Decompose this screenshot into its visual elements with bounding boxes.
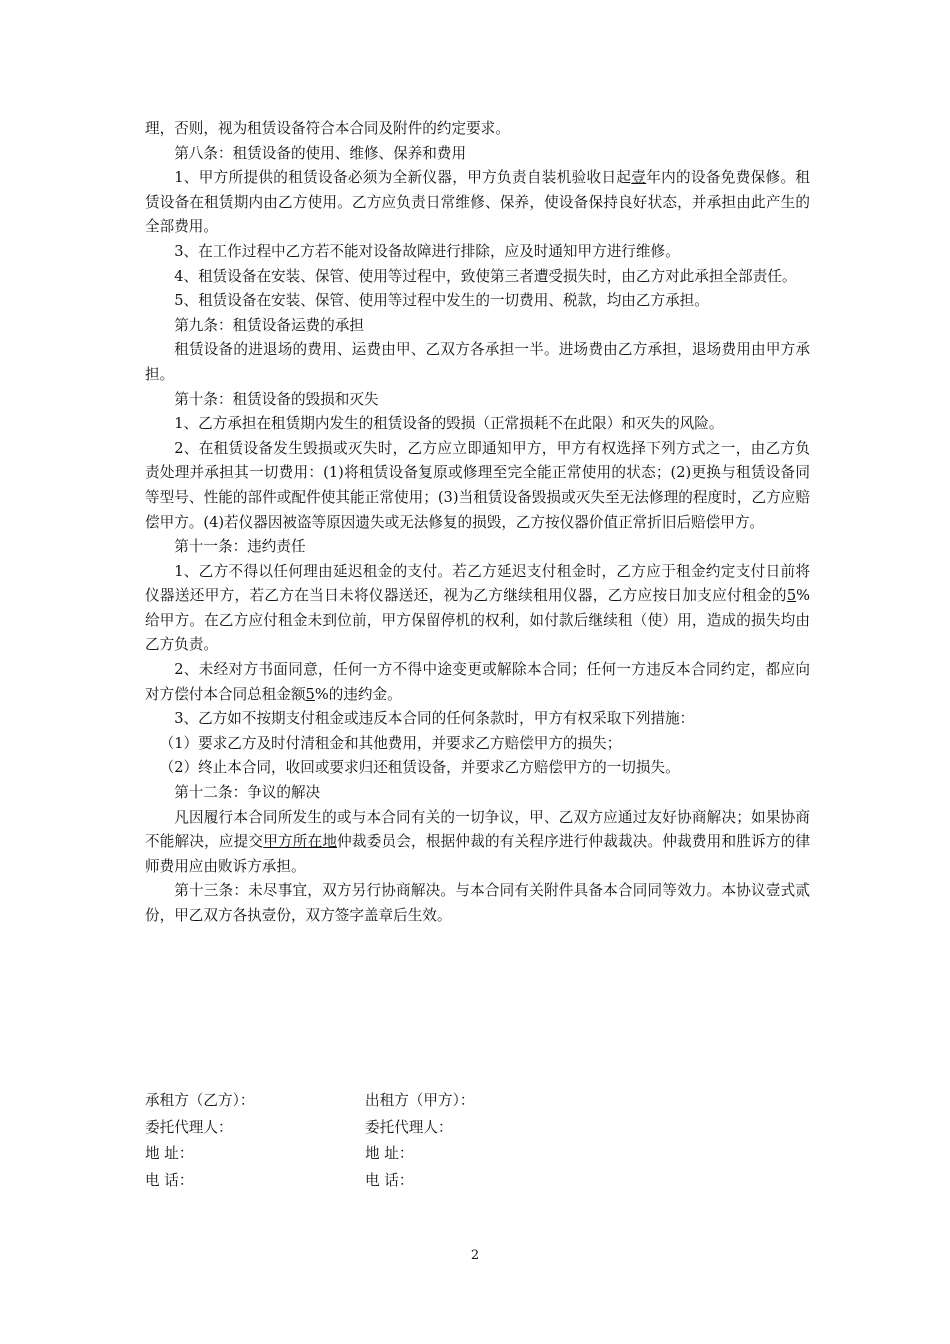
article-9-body: 租赁设备的进退场的费用、运费由甲、乙双方各承担一半。进场费由乙方承担，退场费用由甲方承担。 — [145, 341, 810, 383]
article-9-heading: 第九条：租赁设备运费的承担 — [174, 316, 364, 334]
arbitration-location: 甲方所在地 — [263, 833, 338, 851]
article-11-clause-2: 2、未经对方书面同意，任何一方不得中途变更或解除本合同；任何一方违反本合同约定，都应向对方偿付本合同总租金额5%的违约金。 — [145, 661, 810, 703]
signature-row-agent — [145, 1115, 474, 1142]
lessor-agent-label: 委托代理人： — [365, 1118, 453, 1136]
paragraph-continuation: 理，否则，视为租赁设备符合本合同及附件的约定要求。 — [145, 120, 510, 137]
lessee-address-label: 地 址： — [145, 1145, 194, 1162]
lessee-label: 承租方（乙方）： — [145, 1092, 255, 1109]
article-10-clause-1: 1、乙方承担在租赁期内发生的租赁设备的毁损（正常损耗不在此限）和灭失的风险。 — [174, 415, 724, 433]
article-11-clause-1: 1、乙方不得以任何理由延迟租金的支付。若乙方延迟支付租金时，乙方应于租金约定支付日前将仪器送还甲方，若乙方在当日未将仪器送还，视为乙方继续租用仪器，乙方应按日加支应付租金的5%给甲方。在乙方应付租金未到位前，甲方保留停机的权利，如付款后继续租（使）用，造成的损失均由乙方负责。 — [145, 562, 810, 654]
article-11-measure-1: （1）要求乙方及时付清租金和其他费用，并要求乙方赔偿甲方的损失； — [159, 734, 622, 752]
article-8-clause-3: 3、在工作过程中乙方若不能对设备故障进行排除，应及时通知甲方进行维修。 — [174, 242, 680, 260]
lessee-agent-label: 委托代理人： — [145, 1118, 233, 1136]
lessor-address-label: 地 址： — [365, 1145, 414, 1162]
article-10-heading: 第十条：租赁设备的毁损和灭失 — [174, 390, 379, 408]
lessor-label: 出租方（甲方）： — [365, 1092, 475, 1109]
article-11-measure-2: （2）终止本合同，收回或要求归还租赁设备，并要求乙方赔偿甲方的一切损失。 — [159, 759, 680, 777]
article-12-heading: 第十二条：争议的解决 — [174, 784, 321, 802]
warranty-years: 壹 — [631, 169, 647, 187]
signature-block — [145, 1088, 474, 1194]
article-13: 第十三条：未尽事宜，双方另行协商解决。与本合同有关附件具备本合同同等效力。本协议壹式贰份，甲乙双方各执壹份，双方签字盖章后生效。 — [145, 882, 810, 924]
contract-body — [145, 117, 810, 929]
article-8-clause-1: 1、甲方所提供的租赁设备必须为全新仪器，甲方负责自装机验收日起壹年内的设备免费保修。租赁设备在租赁期内由乙方使用。乙方应负责日常维修、保养，使设备保持良好状态，并承担由此产生的全部费用。 — [145, 169, 810, 236]
signature-row-phone — [145, 1168, 474, 1195]
article-8-heading: 第八条：租赁设备的使用、维修、保养和费用 — [174, 144, 467, 162]
article-12-body: 凡因履行本合同所发生的或与本合同有关的一切争议，甲、乙双方应通过友好协商解决；如果协商不能解决，应提交甲方所在地仲裁委员会，根据仲裁的有关程序进行仲裁裁决。仲裁费用和胜诉方的律师费用应由败诉方承担。 — [145, 808, 810, 875]
lessor-phone-label: 电 话： — [365, 1171, 414, 1189]
late-fee-percent: 5 — [786, 587, 797, 605]
article-8-clause-5: 5、租赁设备在安装、保管、使用等过程中发生的一切费用、税款，均由乙方承担。 — [174, 292, 709, 310]
article-11-clause-3: 3、乙方如不按期支付租金或违反本合同的任何条款时，甲方有权采取下列措施： — [174, 710, 695, 728]
lessee-phone-label: 电 话： — [145, 1171, 194, 1189]
page-number: 2 — [470, 1248, 480, 1263]
article-10-clause-2: 2、在租赁设备发生毁损或灭失时，乙方应立即通知甲方，甲方有权选择下列方式之一，由乙方负责处理并承担其一切费用：(1)将租赁设备复原或修理至完全能正常使用的状态；(2)更换与租赁设备同等型号、性能的部件或配件使其能正常使用；(3)当租赁设备毁损或灭失至无法修理的程度时，乙方应赔偿甲方。(4)若仪器因被盗等原因遗失或无法修复的损毁，乙方按仪器价值正常折旧后赔偿甲方。 — [145, 439, 810, 531]
article-11-heading: 第十一条：违约责任 — [174, 538, 306, 556]
signature-row-party — [145, 1088, 474, 1115]
signature-row-address — [145, 1141, 474, 1168]
article-8-clause-4: 4、租赁设备在安装、保管、使用等过程中，致使第三者遭受损失时，由乙方对此承担全部责任。 — [174, 267, 797, 285]
penalty-percent: 5 — [305, 685, 315, 703]
